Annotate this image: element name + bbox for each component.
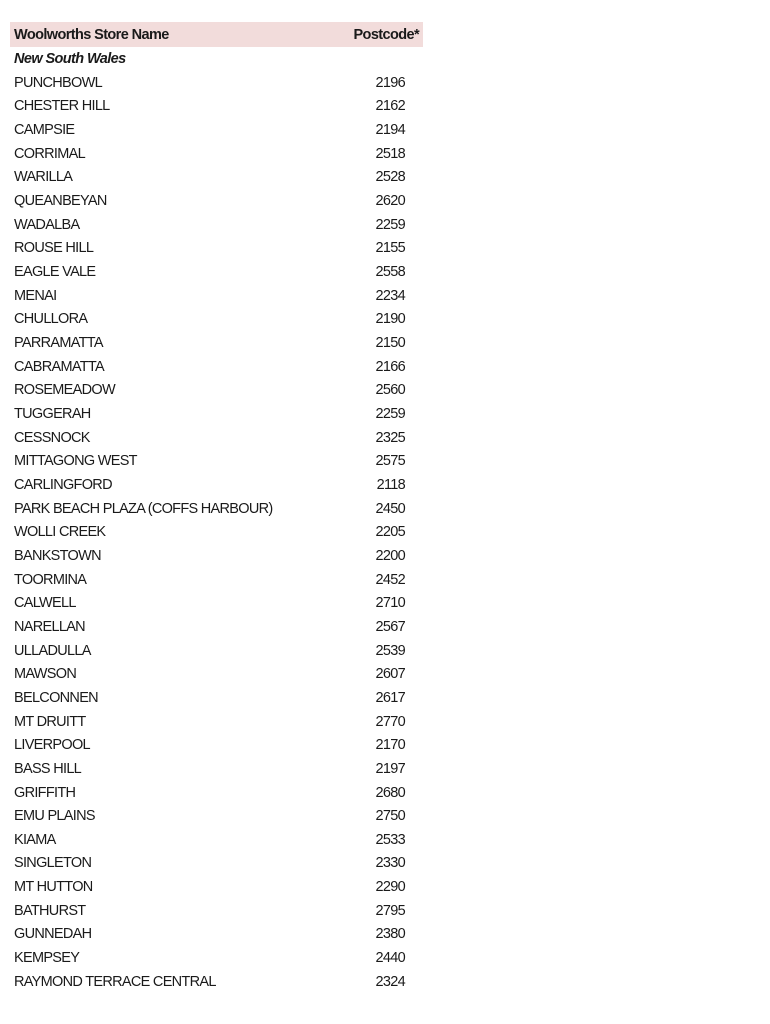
postcode-cell: 2170 [375,737,405,754]
store-name-cell: KIAMA [14,831,56,848]
table-row [10,426,423,450]
table-row [10,662,423,686]
postcode-cell: 2533 [375,831,405,848]
store-name-cell: BELCONNEN [14,689,98,706]
postcode-cell: 2234 [375,287,405,304]
store-name-cell: MENAI [14,287,57,304]
store-name-cell: CAMPSIE [14,122,75,139]
store-name-cell: CHESTER HILL [14,98,110,115]
store-name-cell: MT HUTTON [14,879,93,896]
table-row [10,899,423,923]
postcode-cell: 2528 [375,169,405,186]
store-name-cell: ROUSE HILL [14,240,94,257]
store-name-cell: CABRAMATTA [14,358,104,375]
table-row [10,639,423,663]
postcode-cell: 2560 [375,382,405,399]
table-row [10,237,423,261]
table-row [10,568,423,592]
table-row [10,166,423,190]
postcode-cell: 2380 [375,926,405,943]
table-row [10,142,423,166]
store-name-cell: PUNCHBOWL [14,74,102,91]
store-name-cell: RAYMOND TERRACE CENTRAL [14,973,216,990]
postcode-cell: 2710 [375,595,405,612]
store-name-cell: QUEANBEYAN [14,193,107,210]
store-table [10,22,423,994]
table-header [10,22,423,47]
postcode-cell: 2617 [375,689,405,706]
postcode-cell: 2558 [375,264,405,281]
store-name-cell: BASS HILL [14,760,82,777]
table-row [10,308,423,332]
postcode-cell: 2290 [375,879,405,896]
store-list [10,71,423,994]
table-row [10,189,423,213]
table-row [10,118,423,142]
store-name-cell: PARRAMATTA [14,335,103,352]
postcode-cell: 2166 [375,358,405,375]
store-name-cell: CESSNOCK [14,429,90,446]
table-row [10,804,423,828]
postcode-cell: 2330 [375,855,405,872]
postcode-cell: 2259 [375,216,405,233]
table-row [10,757,423,781]
store-name-cell: TOORMINA [14,571,87,588]
table-row [10,686,423,710]
postcode-cell: 2162 [375,98,405,115]
table-row [10,450,423,474]
postcode-cell: 2770 [375,713,405,730]
table-row [10,970,423,994]
postcode-cell: 2539 [375,642,405,659]
table-row [10,402,423,426]
postcode-cell: 2575 [375,453,405,470]
store-name-cell: GUNNEDAH [14,926,92,943]
store-name-cell: NARELLAN [14,618,85,635]
postcode-cell: 2259 [375,406,405,423]
store-name-cell: KEMPSEY [14,950,80,967]
store-name-cell: EMU PLAINS [14,808,95,825]
table-row [10,946,423,970]
postcode-cell: 2194 [375,122,405,139]
table-row [10,71,423,95]
table-row [10,781,423,805]
store-name-cell: PARK BEACH PLAZA (COFFS HARBOUR) [14,500,273,517]
postcode-cell: 2190 [375,311,405,328]
postcode-cell: 2196 [375,74,405,91]
postcode-cell: 2567 [375,618,405,635]
postcode-cell: 2440 [375,950,405,967]
table-row [10,520,423,544]
table-row [10,331,423,355]
store-name-cell: MAWSON [14,666,77,683]
table-row [10,544,423,568]
table-row [10,260,423,284]
state-heading: New South Wales [14,51,126,67]
store-name-cell: BATHURST [14,902,86,919]
postcode-cell: 2118 [376,476,405,493]
store-name-cell: MT DRUITT [14,713,86,730]
table-row [10,852,423,876]
table-row [10,284,423,308]
table-row [10,355,423,379]
postcode-cell: 2620 [375,193,405,210]
postcode-cell: 2155 [375,240,405,257]
store-name-cell: EAGLE VALE [14,264,96,281]
table-row [10,213,423,237]
postcode-column-header: Postcode* [353,26,419,43]
table-row [10,473,423,497]
postcode-cell: 2150 [375,335,405,352]
store-name-column-header: Woolworths Store Name [14,26,169,43]
store-name-cell: WOLLI CREEK [14,524,106,541]
postcode-cell: 2197 [375,760,405,777]
store-name-cell: WARILLA [14,169,73,186]
table-row [10,875,423,899]
store-name-cell: LIVERPOOL [14,737,90,754]
store-name-cell: CARLINGFORD [14,476,112,493]
table-row [10,95,423,119]
store-name-cell: CHULLORA [14,311,88,328]
store-name-cell: SINGLETON [14,855,92,872]
store-name-cell: BANKSTOWN [14,547,101,564]
store-name-cell: WADALBA [14,216,80,233]
table-row [10,828,423,852]
store-name-cell: CORRIMAL [14,145,85,162]
postcode-cell: 2680 [375,784,405,801]
table-row [10,615,423,639]
store-name-cell: GRIFFITH [14,784,76,801]
table-row [10,923,423,947]
postcode-cell: 2325 [375,429,405,446]
postcode-cell: 2795 [375,902,405,919]
postcode-cell: 2452 [375,571,405,588]
postcode-cell: 2607 [375,666,405,683]
store-name-cell: CALWELL [14,595,76,612]
postcode-cell: 2324 [375,973,405,990]
store-name-cell: ULLADULLA [14,642,91,659]
postcode-cell: 2750 [375,808,405,825]
store-name-cell: TUGGERAH [14,406,91,423]
store-name-cell: ROSEMEADOW [14,382,115,399]
table-row [10,379,423,403]
table-row [10,733,423,757]
postcode-cell: 2205 [375,524,405,541]
table-row [10,591,423,615]
table-row [10,710,423,734]
postcode-cell: 2518 [375,145,405,162]
table-row [10,497,423,521]
postcode-cell: 2450 [375,500,405,517]
postcode-cell: 2200 [375,547,405,564]
store-name-cell: MITTAGONG WEST [14,453,137,470]
